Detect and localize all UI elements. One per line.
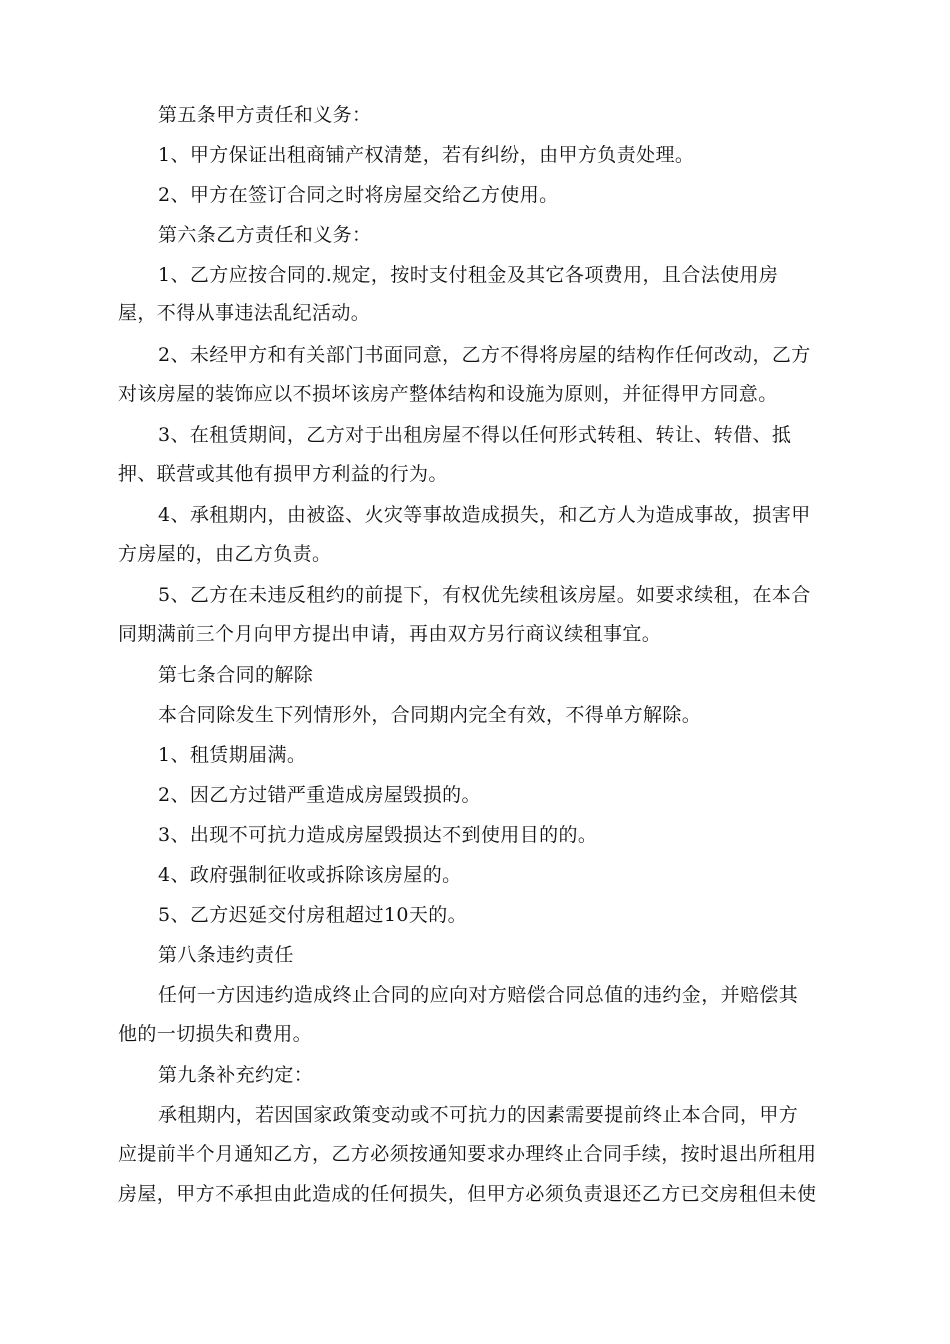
paragraph-line: 4、政府强制征收或拆除该房屋的。 — [158, 864, 462, 886]
paragraph-line: 承租期内，若因国家政策变动或不可抗力的因素需要提前终止本合同，甲方 — [158, 1104, 799, 1126]
paragraph-line: 3、在租赁期间，乙方对于出租房屋不得以任何形式转租、转让、转借、抵 — [158, 424, 792, 446]
paragraph-line: 房屋，甲方不承担由此造成的任何损失，但甲方必须负责退还乙方已交房租但未使 — [118, 1183, 817, 1205]
section-9-heading: 第九条补充约定： — [158, 1064, 314, 1086]
paragraph-line: 2、因乙方过错严重造成房屋毁损的。 — [158, 784, 481, 806]
paragraph-line: 5、乙方迟延交付房租超过10天的。 — [158, 904, 468, 926]
paragraph-line: 1、甲方保证出租商铺产权清楚，若有纠纷，由甲方负责处理。 — [158, 144, 695, 166]
section-6-heading: 第六条乙方责任和义务： — [158, 224, 372, 246]
paragraph-line: 2、未经甲方和有关部门书面同意，乙方不得将房屋的结构作任何改动，乙方 — [158, 344, 811, 366]
paragraph-line: 2、甲方在签订合同之时将房屋交给乙方使用。 — [158, 184, 559, 206]
paragraph-line: 同期满前三个月向甲方提出申请，再由双方另行商议续租事宜。 — [118, 623, 662, 645]
section-8-heading: 第八条违约责任 — [158, 944, 294, 966]
paragraph-line: 对该房屋的装饰应以不损坏该房产整体结构和设施为原则，并征得甲方同意。 — [118, 383, 778, 405]
paragraph-line: 3、出现不可抗力造成房屋毁损达不到使用目的的。 — [158, 824, 598, 846]
paragraph-line: 1、乙方应按合同的.规定，按时支付租金及其它各项费用，且合法使用房 — [158, 264, 779, 286]
paragraph-line: 他的一切损失和费用。 — [118, 1023, 313, 1045]
paragraph-line: 应提前半个月通知乙方，乙方必须按通知要求办理终止合同手续，按时退出所租用 — [118, 1143, 817, 1165]
section-7-heading: 第七条合同的解除 — [158, 664, 314, 686]
paragraph-line: 押、联营或其他有损甲方利益的行为。 — [118, 463, 448, 485]
paragraph-line: 屋，不得从事违法乱纪活动。 — [118, 302, 371, 324]
paragraph-line: 本合同除发生下列情形外，合同期内完全有效，不得单方解除。 — [158, 704, 702, 726]
paragraph-line: 方房屋的，由乙方负责。 — [118, 543, 332, 565]
paragraph-line: 1、租赁期届满。 — [158, 744, 307, 766]
paragraph-line: 4、承租期内，由被盗、火灾等事故造成损失，和乙方人为造成事故，损害甲 — [158, 504, 811, 526]
paragraph-line: 任何一方因违约造成终止合同的应向对方赔偿合同总值的违约金，并赔偿其 — [158, 984, 799, 1006]
section-5-heading: 第五条甲方责任和义务： — [158, 104, 372, 126]
paragraph-line: 5、乙方在未违反租约的前提下，有权优先续租该房屋。如要求续租，在本合 — [158, 584, 811, 606]
